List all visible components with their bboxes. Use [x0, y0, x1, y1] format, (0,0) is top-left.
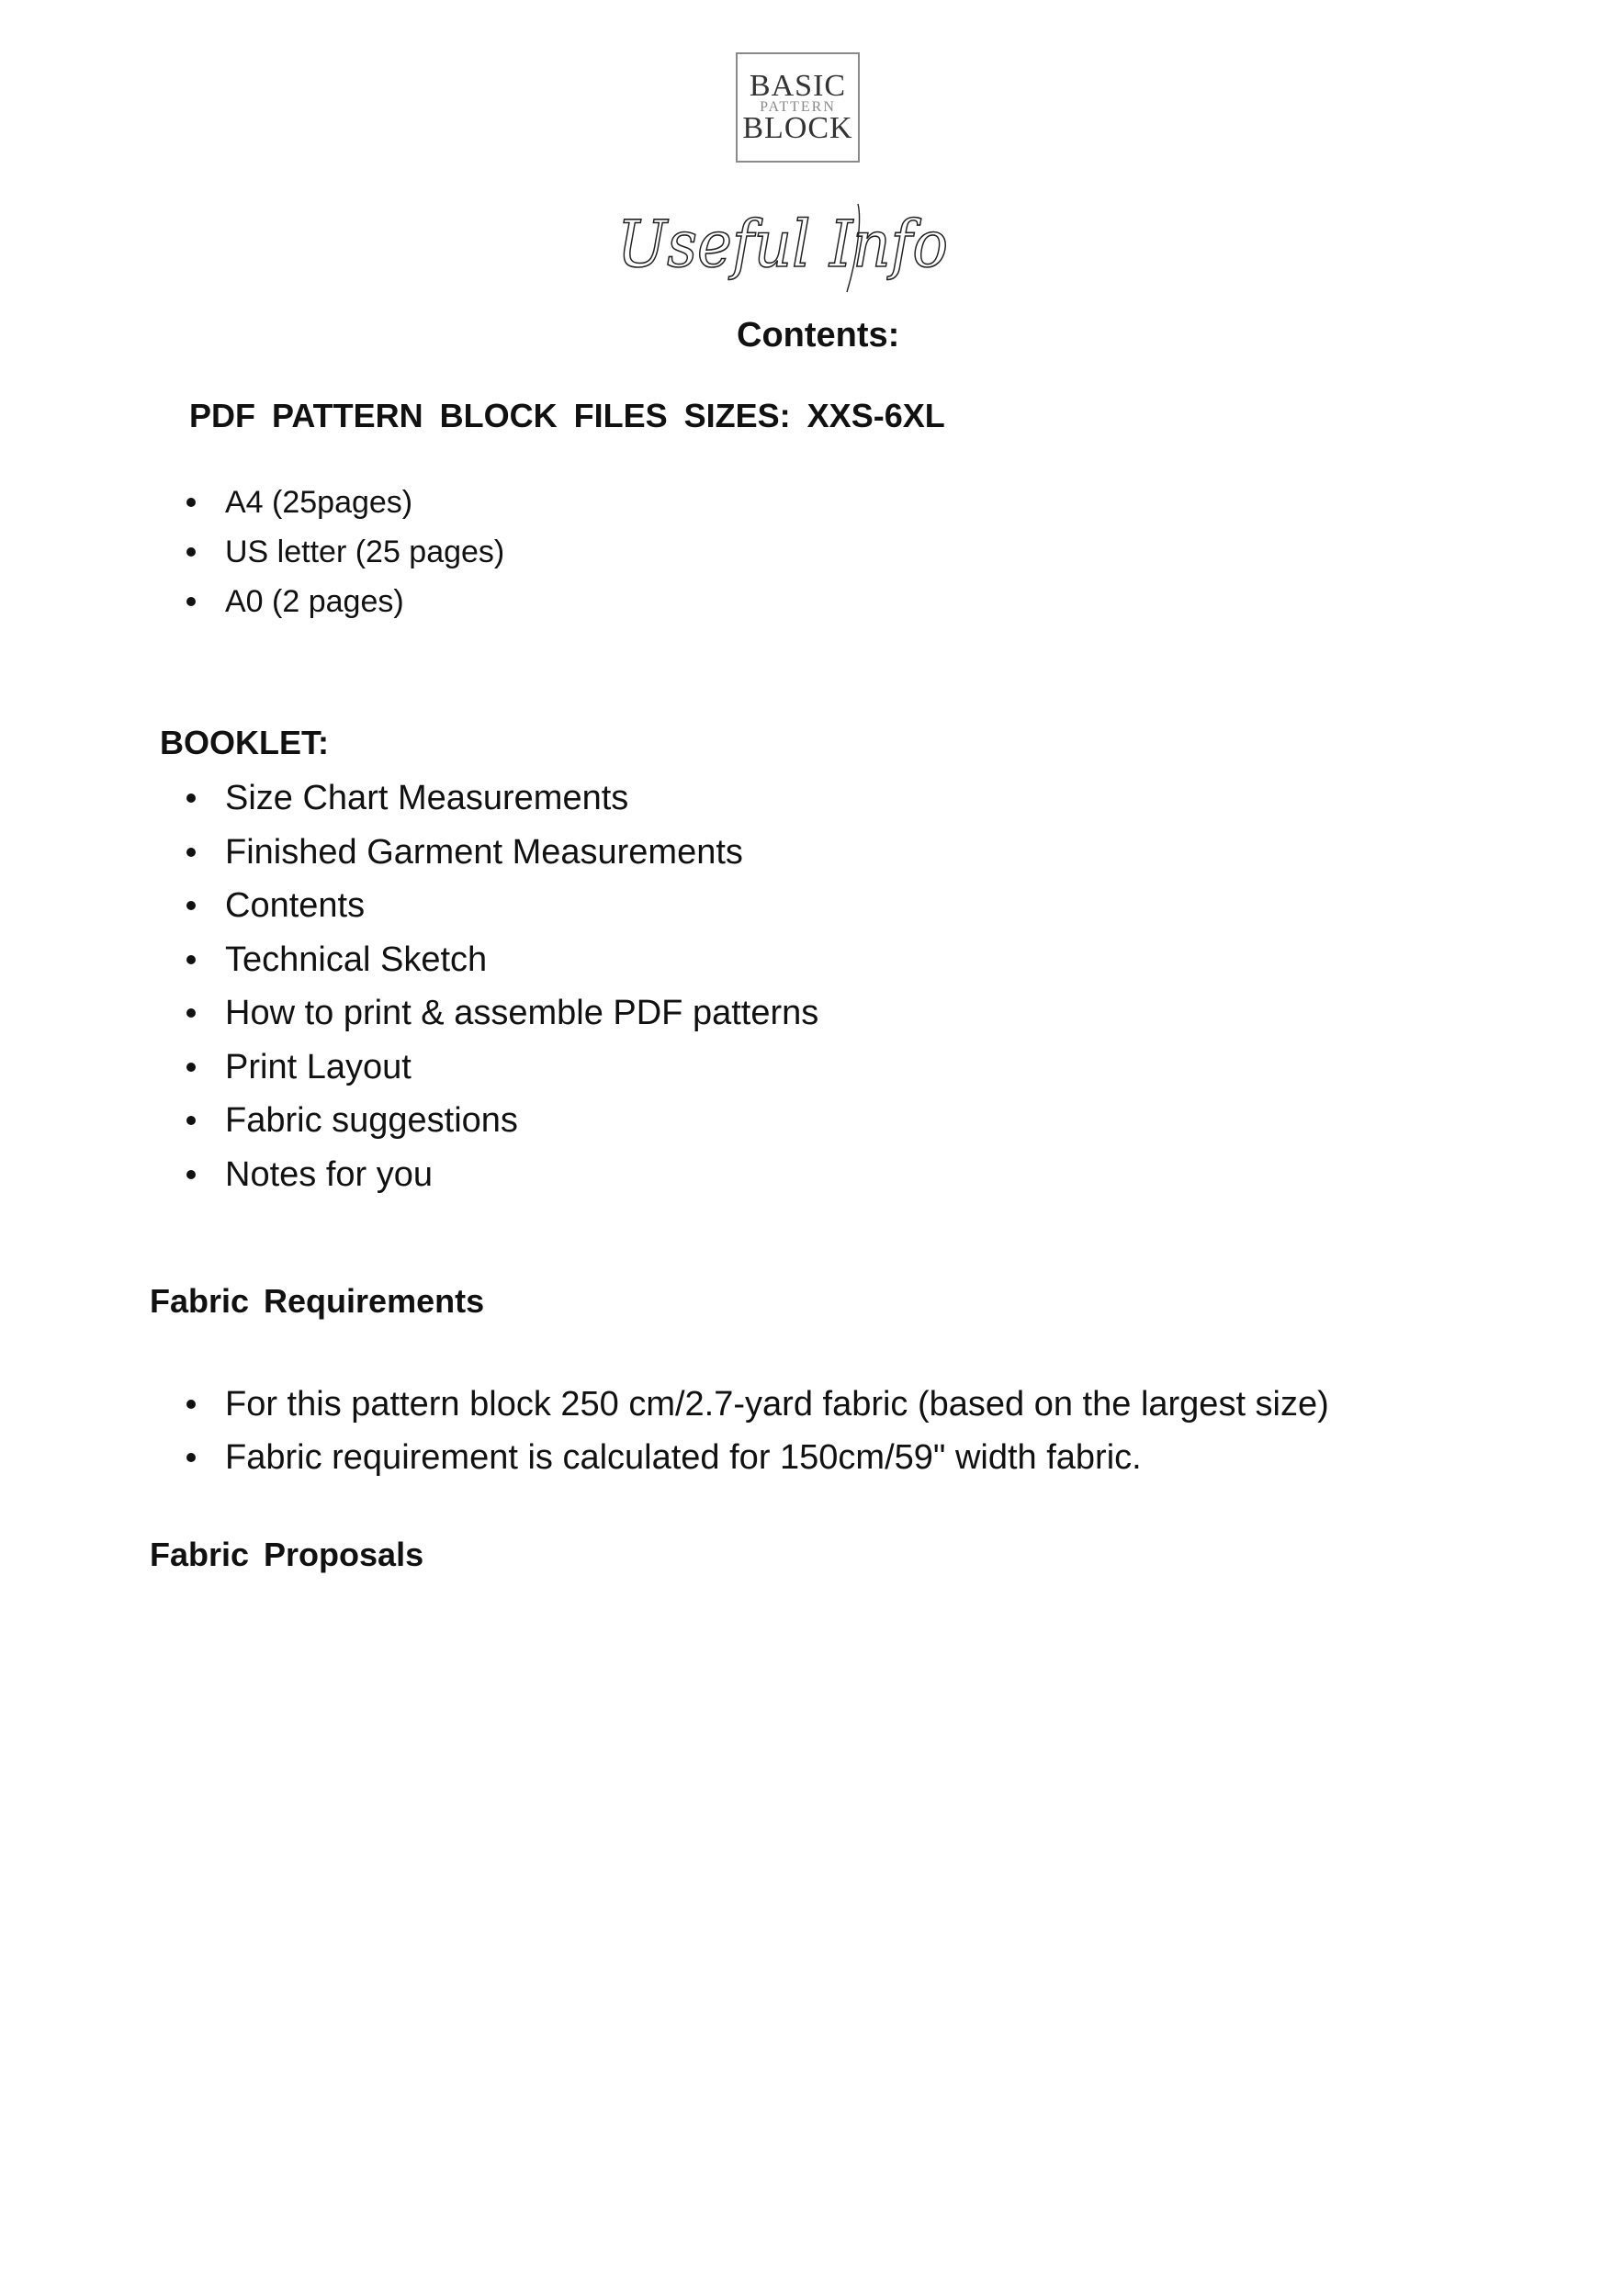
- logo-text-basic: BASIC: [749, 69, 847, 103]
- list-item: US letter (25 pages): [186, 527, 504, 577]
- booklet-list: [186, 771, 818, 1201]
- useful-info-script-title: [617, 191, 1003, 310]
- logo-text-pattern: PATTERN: [760, 99, 836, 115]
- list-item: Fabric suggestions: [186, 1094, 818, 1148]
- booklet-heading: BOOKLET:: [160, 724, 329, 761]
- list-item: Contents: [186, 879, 818, 933]
- pdf-files-heading: PDF PATTERN BLOCK FILES SIZES: XXS-6XL: [189, 397, 945, 434]
- list-item: For this pattern block 250 cm/2.7-yard fabric (based on the largest size): [186, 1378, 1329, 1431]
- script-title-text: Useful Info: [617, 207, 948, 282]
- fabric-requirements-list: [186, 1378, 1329, 1484]
- list-item: A4 (25pages): [186, 478, 504, 527]
- contents-heading: Contents:: [737, 316, 900, 355]
- list-item: Fabric requirement is calculated for 150cm/59" width fabric.: [186, 1431, 1329, 1484]
- list-item: A0 (2 pages): [186, 577, 504, 626]
- fabric-proposals-heading: Fabric Proposals: [150, 1536, 424, 1573]
- list-item: How to print & assemble PDF patterns: [186, 986, 818, 1041]
- fabric-requirements-heading: Fabric Requirements: [150, 1282, 485, 1320]
- brand-logo: [736, 52, 860, 163]
- list-item: Size Chart Measurements: [186, 771, 818, 826]
- list-item: Technical Sketch: [186, 933, 818, 987]
- list-item: Print Layout: [186, 1041, 818, 1095]
- list-item: Notes for you: [186, 1148, 818, 1202]
- list-item: Finished Garment Measurements: [186, 826, 818, 880]
- logo-text-block: BLOCK: [742, 111, 853, 145]
- pdf-files-list: [186, 478, 504, 626]
